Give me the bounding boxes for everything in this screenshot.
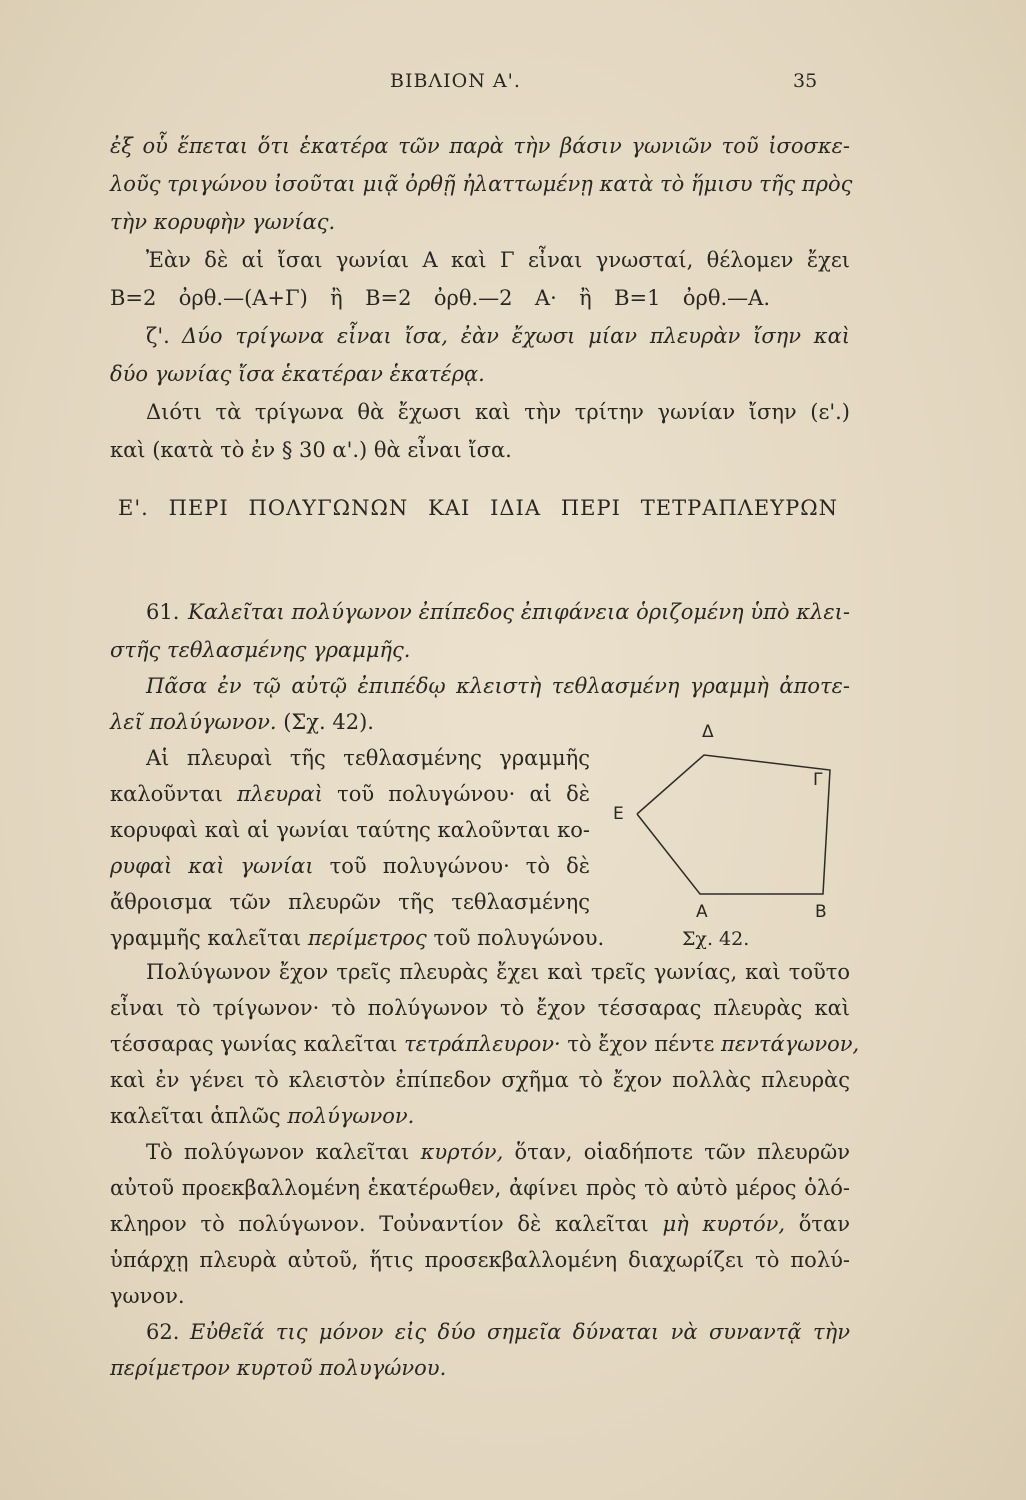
definition-line: στῆς τεθλασμένης γραμμῆς. xyxy=(110,638,411,662)
vertex-label-epsilon: Ε xyxy=(613,804,624,824)
text-line: ὑπάρχῃ πλευρὰ αὐτοῦ, ἥτις προσεκβαλλομένη διαχωρίζει τὸ πολύ- xyxy=(110,1248,850,1272)
definition-line: περίμετρον κυρτοῦ πολυγώνου. xyxy=(110,1356,447,1380)
italic-term: λεῖ πολύγωνον. xyxy=(110,710,277,734)
text-line: καὶ ἐν γένει τὸ κλειστὸν ἐπίπεδον σχῆμα τὸ ἔχον πολλὰς πλευρὰς xyxy=(110,1068,850,1092)
text-line xyxy=(110,852,590,880)
text-line xyxy=(146,1138,850,1166)
pentagon-diagram xyxy=(610,720,860,960)
italic-term: πλευραὶ xyxy=(237,782,323,806)
italic-term: μὴ κυρτόν, xyxy=(662,1212,786,1236)
figure-reference: (Σχ. 42). xyxy=(283,710,374,734)
text-line: ἄθροισμα τῶν πλευρῶν τῆς τεθλασμένης xyxy=(110,890,590,914)
running-head: ΒΙΒΛΙΟΝ Α'. xyxy=(390,70,521,92)
text-line: τὴν κορυφὴν γωνίας. xyxy=(110,210,336,234)
text-line: Ἐὰν δὲ αἱ ἴσαι γωνίαι Α καὶ Γ εἶναι γνωσταί, θέλομεν ἔχει xyxy=(146,248,850,272)
italic-term: τετράπλευρον· xyxy=(404,1032,561,1056)
text-line: κορυφαὶ καὶ αἱ γωνίαι ταύτης καλοῦνται κο- xyxy=(110,818,590,842)
paragraph-number: 62. xyxy=(146,1320,180,1344)
text-line: Αἱ πλευραὶ τῆς τεθλασμένης γραμμῆς xyxy=(146,746,590,770)
text-span: ὅταν, οἱαδήποτε τῶν πλευρῶν xyxy=(514,1140,851,1164)
vertex-label-delta: Δ xyxy=(702,722,714,742)
text-span: Τὸ πολύγωνον καλεῖται xyxy=(146,1140,410,1164)
text-span: τὸ ἔχον πέντε xyxy=(567,1032,715,1056)
section-title: Ε'. ΠΕΡΙ ΠΟΛΥΓΩΝΩΝ ΚΑΙ ΙΔΙΑ ΠΕΡΙ ΤΕΤΡΑΠΛΕΥΡΩΝ xyxy=(118,496,838,520)
text-line xyxy=(110,780,590,808)
text-span: καλεῖται ἁπλῶς xyxy=(110,1104,281,1128)
page-number: 35 xyxy=(793,70,818,92)
vertex-label-alpha: Α xyxy=(696,902,708,922)
text-line xyxy=(110,1210,850,1238)
text-span: τέσσαρας γωνίας καλεῖται xyxy=(110,1032,398,1056)
text-line xyxy=(110,1102,850,1130)
italic-term: πεντάγωνον, xyxy=(721,1032,860,1056)
text-line: δύο γωνίας ἴσα ἑκατέραν ἑκατέρᾳ. xyxy=(110,362,485,386)
italic-term: πολύγωνον. xyxy=(287,1104,415,1128)
text-line: εἶναι τὸ τρίγωνον· τὸ πολύγωνον τὸ ἔχον τέσσαρας πλευρὰς καὶ xyxy=(110,996,850,1020)
formula-line: Β=2 ὀρθ.—(Α+Γ) ἢ Β=2 ὀρθ.—2 Α· ἢ Β=1 ὀρθ.—Α. xyxy=(110,286,770,310)
text-line: καὶ (κατὰ τὸ ἐν § 30 α'.) θὰ εἶναι ἴσα. xyxy=(110,438,512,462)
paragraph-number: 61. xyxy=(146,600,180,624)
definition-line: Καλεῖται πολύγωνον ἐπίπεδος ἐπιφάνεια ὁριζομένη ὑπὸ κλει- xyxy=(188,600,850,624)
figure-42 xyxy=(610,720,860,960)
text-span: ὅταν xyxy=(798,1212,850,1236)
text-line: λοῦς τριγώνου ἰσοῦται μιᾷ ὀρθῇ ἠλαττωμένῃ κατὰ τὸ ἥμισυ τῆς πρὸς xyxy=(110,172,853,196)
polygon-outline xyxy=(637,755,830,894)
text-span: καλοῦνται xyxy=(110,782,223,806)
definition-line: Εὐθεῖά τις μόνον εἰς δύο σημεῖα δύναται νὰ συναντᾷ τὴν xyxy=(190,1320,850,1344)
italic-term: κυρτόν, xyxy=(420,1140,504,1164)
text-span: τοῦ πολυγώνου· αἱ δὲ xyxy=(337,782,590,806)
text-span: κληρον τὸ πολύγωνον. Τοὐναντίον δὲ καλεῖται xyxy=(110,1212,649,1236)
text-line: ἐξ οὗ ἕπεται ὅτι ἑκατέρα τῶν παρὰ τὴν βάσιν γωνιῶν τοῦ ἰσοσκε- xyxy=(110,134,850,158)
italic-term: ρυφαὶ καὶ γωνίαι xyxy=(110,854,314,878)
italic-term: περίμετρος xyxy=(307,926,427,950)
text-line: γωνον. xyxy=(110,1284,185,1308)
text-line xyxy=(110,924,610,952)
proposition-number: ζ'. xyxy=(146,324,170,348)
figure-caption: Σχ. 42. xyxy=(682,928,750,950)
text-span: τοῦ πολυγώνου. xyxy=(433,926,605,950)
text-line: αὐτοῦ προεκβαλλομένη ἑκατέρωθεν, ἀφίνει πρὸς τὸ αὐτὸ μέρος ὁλό- xyxy=(110,1176,850,1200)
vertex-label-beta: Β xyxy=(815,902,827,922)
text-line xyxy=(110,1030,860,1058)
text-line: Διότι τὰ τρίγωνα θὰ ἔχωσι καὶ τὴν τρίτην γωνίαν ἴσην (ε'.) xyxy=(146,400,850,424)
text-span: γραμμῆς καλεῖται xyxy=(110,926,302,950)
text-line: Πᾶσα ἐν τῷ αὐτῷ ἐπιπέδῳ κλειστὴ τεθλασμένη γραμμὴ ἀποτε- xyxy=(146,674,850,698)
vertex-label-gamma: Γ xyxy=(813,770,823,790)
page-header xyxy=(0,70,1026,100)
text-line: Δύο τρίγωνα εἶναι ἴσα, ἐὰν ἔχωσι μίαν πλευρὰν ἴσην καὶ xyxy=(182,324,850,348)
text-span: τοῦ πολυγώνου· τὸ δὲ xyxy=(329,854,590,878)
text-line: Πολύγωνον ἔχον τρεῖς πλευρὰς ἔχει καὶ τρεῖς γωνίας, καὶ τοῦτο xyxy=(146,960,850,984)
